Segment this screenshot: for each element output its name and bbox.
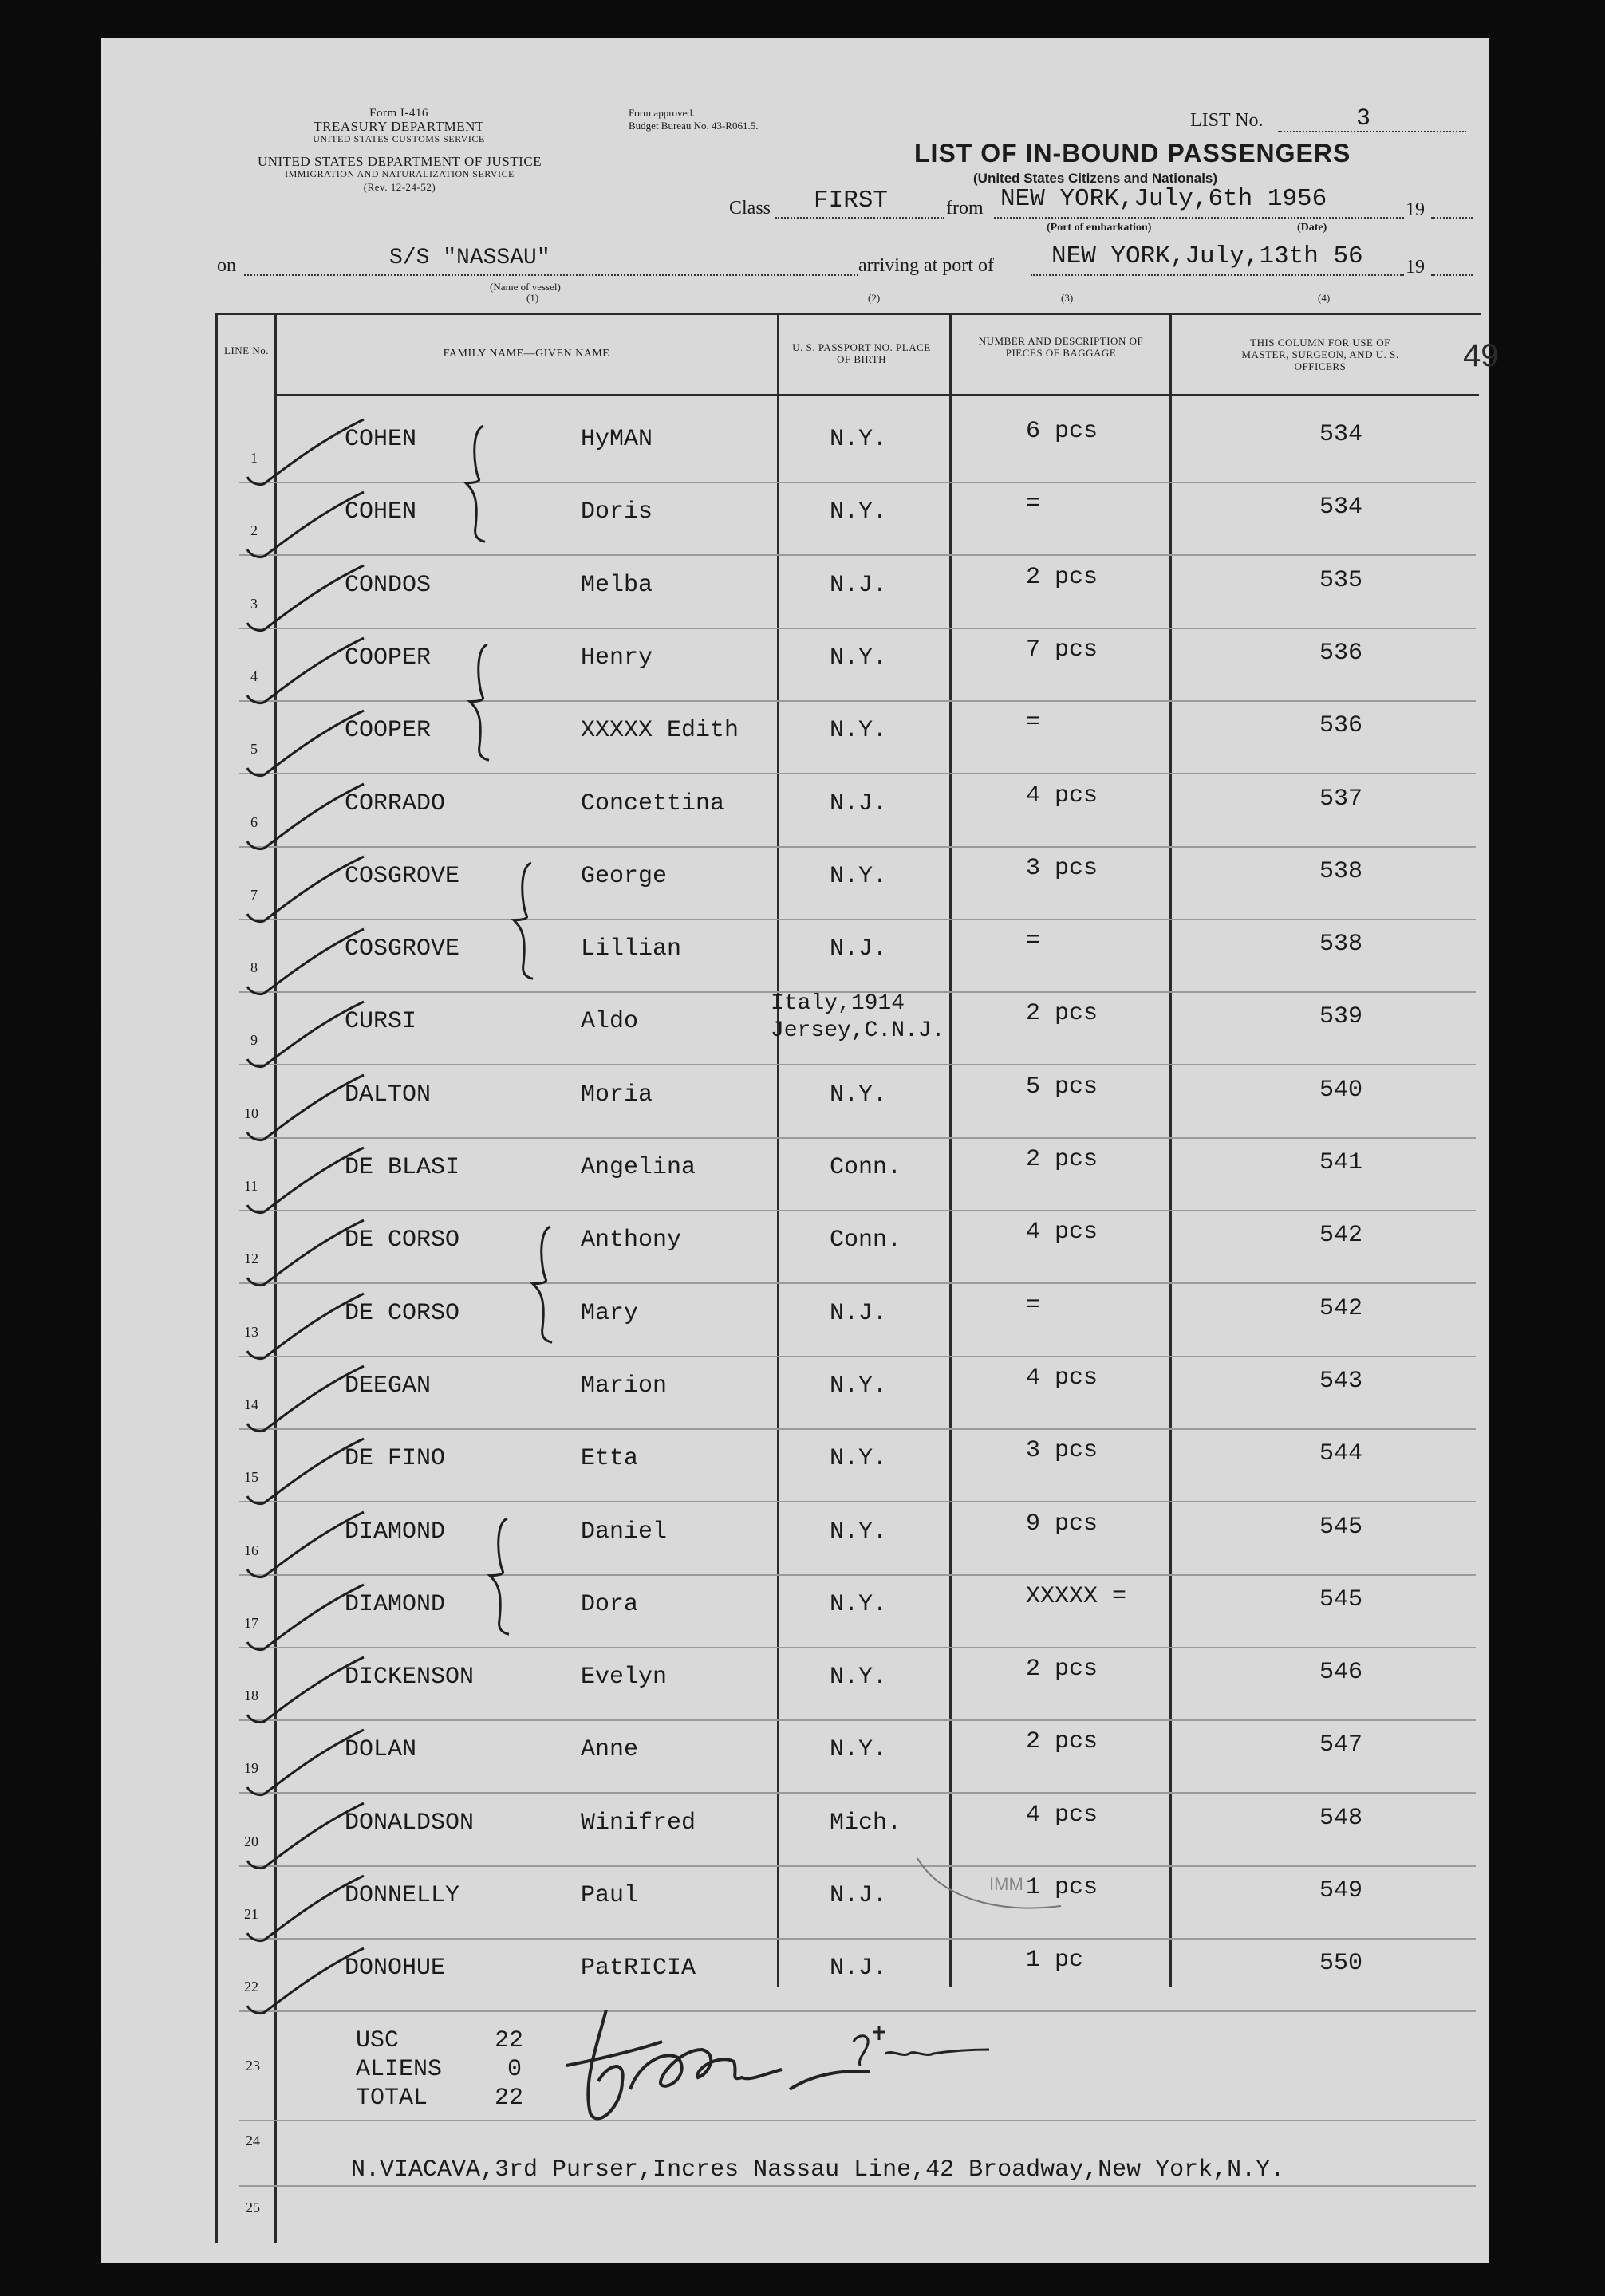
birth-place: N.J. [830, 935, 888, 963]
on-label: on [217, 255, 236, 276]
line-number: 17 [244, 1614, 258, 1631]
given-name: Moria [581, 1081, 653, 1109]
check-mark [244, 924, 372, 1004]
baggage: 2 pcs [1026, 563, 1098, 591]
table-header-border [274, 394, 1479, 396]
officer-number: 539 [1319, 1003, 1363, 1031]
officer-number: 545 [1319, 1585, 1363, 1613]
line-number: 16 [244, 1542, 258, 1558]
year-prefix-2: 19 [1406, 257, 1425, 278]
binder-hole [56, 659, 101, 703]
family-bracket [487, 1515, 519, 1636]
aliens-count: 0 [507, 2056, 523, 2083]
col-header-officers: THIS COLUMN FOR USE OF MASTER, SURGEON, AND U. S. OFFICERS [1241, 337, 1399, 372]
officer-number: 535 [1319, 566, 1363, 594]
row-rule [239, 2185, 1476, 2187]
check-mark [244, 1507, 372, 1587]
baggage: = [1026, 709, 1041, 737]
year-prefix: 19 [1406, 199, 1425, 220]
given-name: Angelina [581, 1154, 696, 1181]
check-mark [244, 415, 372, 494]
row-rule [239, 1792, 1476, 1794]
birth-place: Conn. [830, 1154, 902, 1181]
form-title: LIST OF IN-BOUND PASSENGERS [914, 139, 1351, 167]
check-mark [244, 1143, 372, 1223]
birth-place: N.Y. [830, 498, 888, 526]
line-number: 19 [244, 1760, 258, 1777]
family-name: DALTON [345, 1081, 432, 1109]
total-label: TOTAL [356, 2085, 428, 2112]
birth-place: N.Y. [830, 1518, 888, 1546]
officer-number: 550 [1319, 1950, 1363, 1978]
treasury-dept: TREASURY DEPARTMENT [314, 119, 484, 134]
list-no-value: 3 [1356, 105, 1371, 132]
row-rule [239, 1064, 1476, 1065]
list-no-label: LIST No. [1190, 110, 1264, 131]
family-name: DEEGAN [345, 1372, 432, 1400]
given-name: George [581, 862, 668, 890]
check-mark [244, 852, 372, 931]
officer-number: 549 [1319, 1877, 1363, 1904]
line-number: 10 [244, 1105, 258, 1121]
caption-num-3: (3) [1061, 292, 1074, 304]
row-rule [239, 1501, 1476, 1502]
given-name: Paul [581, 1882, 639, 1909]
form-number: Form I-416 [369, 107, 428, 120]
officer-number: 538 [1319, 857, 1363, 885]
justice-dept: UNITED STATES DEPARTMENT OF JUSTICE [257, 154, 542, 169]
class-label: Class [729, 198, 771, 219]
family-name: COSGROVE [345, 935, 460, 963]
birth-place: Conn. [830, 1227, 902, 1254]
usc-label: USC [356, 2027, 400, 2054]
col-header-line: LINE No. [224, 345, 269, 356]
line-number: 15 [244, 1469, 258, 1486]
officer-number: 537 [1319, 785, 1363, 813]
row-rule [239, 1137, 1476, 1139]
line-number: 21 [244, 1906, 258, 1922]
line-number: 22 [244, 1979, 258, 1995]
officer-number: 538 [1319, 931, 1363, 959]
family-name: DONOHUE [345, 1955, 446, 1983]
birth-place: N.J. [830, 1882, 888, 1909]
line-number: 3 [250, 595, 258, 612]
binder-hole [56, 997, 101, 1042]
col-header-passport: U. S. PASSPORT NO. PLACE OF BIRTH [792, 341, 931, 365]
family-name: DIAMOND [345, 1518, 446, 1546]
given-name: Mary [581, 1299, 639, 1327]
baggage: 1 pc [1026, 1947, 1084, 1975]
baggage: 4 pcs [1026, 1219, 1098, 1246]
line-number: 24 [246, 2133, 260, 2148]
family-name: DE CORSO [345, 1299, 460, 1327]
baggage: 1 pcs [1026, 1874, 1098, 1901]
class-value: FIRST [814, 187, 889, 215]
officer-number: 543 [1319, 1367, 1363, 1395]
line-number: 11 [244, 1178, 258, 1194]
given-name: Evelyn [581, 1664, 668, 1691]
birth-place: N.Y. [830, 1590, 888, 1618]
given-name: Winifred [581, 1809, 696, 1837]
family-name: DONALDSON [345, 1809, 475, 1837]
line-number: 6 [250, 813, 258, 830]
baggage: 6 pcs [1026, 418, 1098, 445]
family-name: DOLAN [345, 1736, 417, 1764]
from-label: from [946, 198, 984, 219]
page-number: 49 [1463, 338, 1499, 373]
baggage: 2 pcs [1026, 1728, 1098, 1756]
line-number: 14 [244, 1396, 258, 1412]
row-rule [239, 1210, 1476, 1211]
row-rule [239, 554, 1476, 556]
check-mark [244, 706, 372, 786]
family-name: CORRADO [345, 790, 446, 817]
officer-number: 548 [1319, 1804, 1363, 1832]
officer-number: 544 [1319, 1440, 1363, 1468]
family-name: DICKENSON [345, 1664, 475, 1691]
family-bracket [463, 423, 495, 543]
baggage: 2 pcs [1026, 1000, 1098, 1028]
line-number: 20 [244, 1833, 258, 1849]
aliens-label: ALIENS [356, 2056, 443, 2083]
usc-count: 22 [495, 2027, 524, 2054]
check-mark [244, 1944, 372, 2023]
col-divider-2 [777, 313, 779, 1987]
family-name: COHEN [345, 498, 417, 526]
baggage: 5 pcs [1026, 1073, 1098, 1101]
given-name: Anthony [581, 1227, 682, 1254]
birth-place: N.J. [830, 790, 888, 817]
baggage: 4 pcs [1026, 1364, 1098, 1392]
officer-number: 536 [1319, 712, 1363, 740]
row-rule [239, 628, 1476, 629]
check-mark [244, 1289, 372, 1369]
line-number: 7 [250, 886, 258, 903]
birth-place: N.Y. [830, 426, 888, 453]
officer-signature [550, 1994, 997, 2137]
family-name: CONDOS [345, 571, 432, 599]
family-bracket [467, 641, 499, 762]
baggage: 4 pcs [1026, 782, 1098, 809]
family-name: DE CORSO [345, 1227, 460, 1254]
baggage: = [1026, 927, 1041, 955]
given-name: Melba [581, 571, 653, 599]
baggage: 4 pcs [1026, 1801, 1098, 1829]
family-bracket [530, 1223, 562, 1344]
check-mark [244, 1361, 372, 1441]
birth-place: N.Y. [830, 862, 888, 890]
baggage: 9 pcs [1026, 1510, 1098, 1538]
form-approved: Form approved. [629, 107, 696, 119]
officer-number: 547 [1319, 1731, 1363, 1759]
ins-service: IMMIGRATION AND NATURALIZATION SERVICE [285, 168, 515, 179]
row-rule [239, 919, 1476, 920]
birth-place: N.Y. [830, 1081, 888, 1109]
total-count: 22 [495, 2085, 524, 2112]
table-left-border [215, 313, 218, 2243]
binder-hole [56, 236, 101, 281]
check-mark [244, 487, 372, 567]
given-name: Doris [581, 498, 653, 526]
family-name: COHEN [345, 426, 417, 453]
birth-place: N.Y. [830, 717, 888, 745]
check-mark [244, 997, 372, 1077]
col-divider-3 [949, 313, 952, 1987]
row-rule [239, 846, 1476, 848]
line-number: 2 [250, 522, 258, 539]
baggage: 3 pcs [1026, 854, 1098, 882]
given-name: HyMAN [581, 426, 653, 453]
binder-hole [56, 2018, 101, 2062]
purser-line: N.VIACAVA,3rd Purser,Incres Nassau Line,42 Broadway,New York,N.Y. [351, 2156, 1285, 2184]
baggage: 2 pcs [1026, 1656, 1098, 1684]
given-name: PatRICIA [581, 1955, 696, 1983]
arriving-label: arriving at port of [858, 255, 994, 276]
caption-num-4: (4) [1318, 292, 1331, 304]
form-subtitle: (United States Citizens and Nationals) [973, 171, 1218, 186]
from-value: NEW YORK,July,6th 1956 [1000, 185, 1327, 213]
row-rule [239, 1574, 1476, 1576]
line-number: 13 [244, 1323, 258, 1340]
line-number: 25 [246, 2200, 260, 2215]
birth-place: Mich. [830, 1809, 902, 1837]
check-mark [244, 779, 372, 859]
baggage: = [1026, 490, 1041, 518]
family-name: DE BLASI [345, 1154, 460, 1181]
baggage: XXXXX = [1026, 1582, 1127, 1610]
check-mark [244, 1652, 372, 1732]
birth-place: N.Y. [830, 1736, 888, 1764]
row-rule [239, 773, 1476, 774]
officer-number: 545 [1319, 1513, 1363, 1541]
year-line-2 [1431, 274, 1473, 276]
given-name: XXXXX Edith [581, 717, 739, 745]
line-number: 8 [250, 959, 258, 976]
check-mark [244, 1580, 372, 1660]
row-rule [239, 1647, 1476, 1648]
birth-place: N.Y. [830, 1664, 888, 1691]
baggage: = [1026, 1291, 1041, 1319]
stamp-text: IMM [989, 1874, 1023, 1894]
officer-number: 534 [1319, 494, 1363, 522]
caption-num-2: (2) [868, 292, 881, 304]
check-mark [244, 1070, 372, 1150]
line-number: 1 [250, 450, 258, 466]
line-number: 9 [250, 1032, 258, 1049]
row-rule [239, 482, 1476, 483]
line-number: 5 [250, 741, 258, 758]
line-number: 12 [244, 1250, 258, 1267]
birth-place: N.J. [830, 1955, 888, 1983]
customs-service: UNITED STATES CUSTOMS SERVICE [313, 133, 485, 144]
budget-bureau: Budget Bureau No. 43-R061.5. [629, 120, 759, 132]
date-caption: (Date) [1297, 222, 1327, 234]
line-number: 4 [250, 668, 258, 684]
check-mark [244, 633, 372, 713]
baggage: 7 pcs [1026, 636, 1098, 664]
col-divider-4 [1169, 313, 1172, 1987]
binder-hole [56, 108, 101, 153]
binder-hole [56, 1499, 101, 1544]
family-name: COOPER [345, 644, 432, 671]
binder-hole [56, 2145, 101, 2190]
table-top-border [215, 313, 1481, 315]
row-rule [239, 1356, 1476, 1357]
birth-place: N.Y. [830, 1445, 888, 1473]
arriving-line [1031, 274, 1404, 276]
row-rule [239, 1719, 1476, 1721]
baggage: 2 pcs [1026, 1146, 1098, 1173]
from-line [994, 217, 1404, 219]
birth-place: N.J. [830, 1299, 888, 1327]
officer-number: 541 [1319, 1149, 1363, 1176]
class-line [775, 217, 944, 219]
col-header-baggage: NUMBER AND DESCRIPTION OF PIECES OF BAGGAGE [978, 335, 1144, 359]
port-embark-caption: (Port of embarkation) [1047, 222, 1152, 234]
line-number: 23 [246, 2058, 260, 2073]
vessel-name: S/S "NASSAU" [389, 246, 550, 270]
birth-place: N.Y. [830, 644, 888, 671]
family-name: CURSI [345, 1008, 417, 1036]
check-mark [244, 1434, 372, 1514]
vessel-caption-num: (1) [526, 292, 539, 304]
birth-place: Italy,1914 Jersey,C.N.J. [771, 991, 945, 1044]
row-rule [239, 1865, 1476, 1867]
given-name: Concettina [581, 790, 725, 817]
check-mark [244, 1215, 372, 1295]
family-name: DONNELLY [345, 1882, 460, 1909]
birth-place: N.J. [830, 571, 888, 599]
family-name: DE FINO [345, 1445, 446, 1473]
check-mark [244, 1725, 372, 1805]
check-mark [244, 1871, 372, 1951]
given-name: Etta [581, 1445, 639, 1473]
officer-number: 534 [1319, 421, 1363, 448]
check-mark [244, 561, 372, 640]
officer-number: 536 [1319, 639, 1363, 667]
given-name: Anne [581, 1736, 639, 1764]
officer-number: 542 [1319, 1294, 1363, 1322]
given-name: Lillian [581, 935, 682, 963]
check-mark [244, 1798, 372, 1878]
given-name: Henry [581, 644, 653, 671]
birth-place: N.Y. [830, 1372, 888, 1400]
officer-number: 542 [1319, 1222, 1363, 1250]
baggage: 3 pcs [1026, 1437, 1098, 1465]
family-bracket [511, 860, 542, 980]
binder-hole [56, 1632, 101, 1676]
family-name: COSGROVE [345, 862, 460, 890]
row-rule [239, 1938, 1476, 1940]
given-name: Aldo [581, 1008, 639, 1036]
year-line [1431, 217, 1473, 219]
officer-number: 540 [1319, 1076, 1363, 1104]
vessel-line [244, 274, 858, 276]
row-rule [239, 1282, 1476, 1284]
faint-stamp [909, 1842, 1069, 1922]
arriving-value: NEW YORK,July,13th 56 [1051, 242, 1363, 270]
officer-number: 546 [1319, 1659, 1363, 1687]
col-header-name: FAMILY NAME—GIVEN NAME [443, 348, 610, 360]
vessel-caption: (Name of vessel) [490, 281, 561, 293]
family-name: DIAMOND [345, 1590, 446, 1618]
revision-date: (Rev. 12-24-52) [363, 181, 436, 193]
row-rule [239, 1428, 1476, 1430]
list-no-line [1278, 131, 1466, 132]
given-name: Dora [581, 1590, 639, 1618]
given-name: Marion [581, 1372, 668, 1400]
row-rule [239, 700, 1476, 702]
family-name: COOPER [345, 717, 432, 745]
given-name: Daniel [581, 1518, 668, 1546]
line-number: 18 [244, 1688, 258, 1704]
